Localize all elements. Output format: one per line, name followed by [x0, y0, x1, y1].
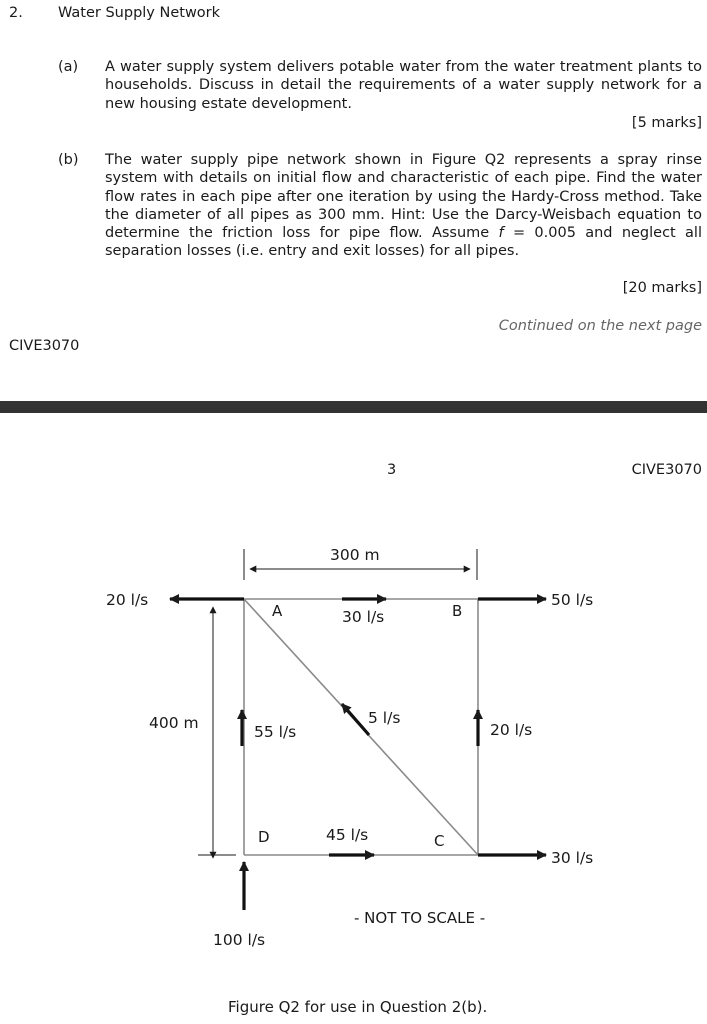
- node-b: B: [452, 602, 463, 620]
- header-course-code: CIVE3070: [631, 462, 702, 478]
- flow-label-ca: 5 l/s: [368, 709, 401, 727]
- flow-label-a-out: 20 l/s: [106, 591, 149, 609]
- continued-note: Continued on the next page: [498, 318, 702, 334]
- flow-label-cb: 20 l/s: [490, 721, 533, 739]
- scale-note: - NOT TO SCALE -: [354, 909, 486, 927]
- figure-caption: Figure Q2 for use in Question 2(b).: [228, 998, 488, 1016]
- part-b-marks: [20 marks]: [622, 280, 702, 296]
- flow-label-b-out: 50 l/s: [551, 591, 594, 609]
- question-title: Water Supply Network: [58, 5, 221, 21]
- node-a: A: [272, 602, 283, 620]
- flow-label-da: 55 l/s: [254, 723, 297, 741]
- node-c: C: [434, 832, 445, 850]
- flow-label-ab: 30 l/s: [342, 608, 385, 626]
- part-b-text-1: The water supply pipe network shown in Figure Q2 represents a spray rinse system with details on initial flow and characteristic of each pipe. Find the water flow rates in each pipe after one iteration by using the Hardy-Cross method. Take the diameter of all pipes as 300 mm. Hint: Use the Darcy-Weisbach equation to determine the friction loss for pipe flow. Assume: [105, 152, 702, 242]
- dim-label-300m: 300 m: [330, 546, 380, 564]
- arrow-flow-ca: [342, 704, 369, 735]
- part-b-label: (b): [58, 152, 79, 168]
- page-number: 3: [387, 462, 397, 478]
- part-a-marks: [5 marks]: [631, 115, 702, 131]
- flow-label-dc: 45 l/s: [326, 826, 369, 844]
- part-b-text-2: = 0.005 and neglect all separation losses (i.e. entry and exit losses) for all pipes.: [105, 225, 702, 260]
- part-a-label: (a): [58, 59, 79, 75]
- flow-label-d-in: 100 l/s: [213, 931, 266, 949]
- question-number: 2.: [9, 5, 23, 21]
- footer-course-code: CIVE3070: [9, 338, 80, 354]
- node-d: D: [258, 828, 270, 846]
- dim-label-400m: 400 m: [149, 714, 199, 732]
- flow-label-c-out: 30 l/s: [551, 849, 594, 867]
- part-a-text: A water supply system delivers potable water from the water treatment plants to households. Discuss in detail the requirements of a water supply network for a new housing estate development.: [105, 59, 702, 112]
- friction-factor-symbol: f: [498, 225, 504, 242]
